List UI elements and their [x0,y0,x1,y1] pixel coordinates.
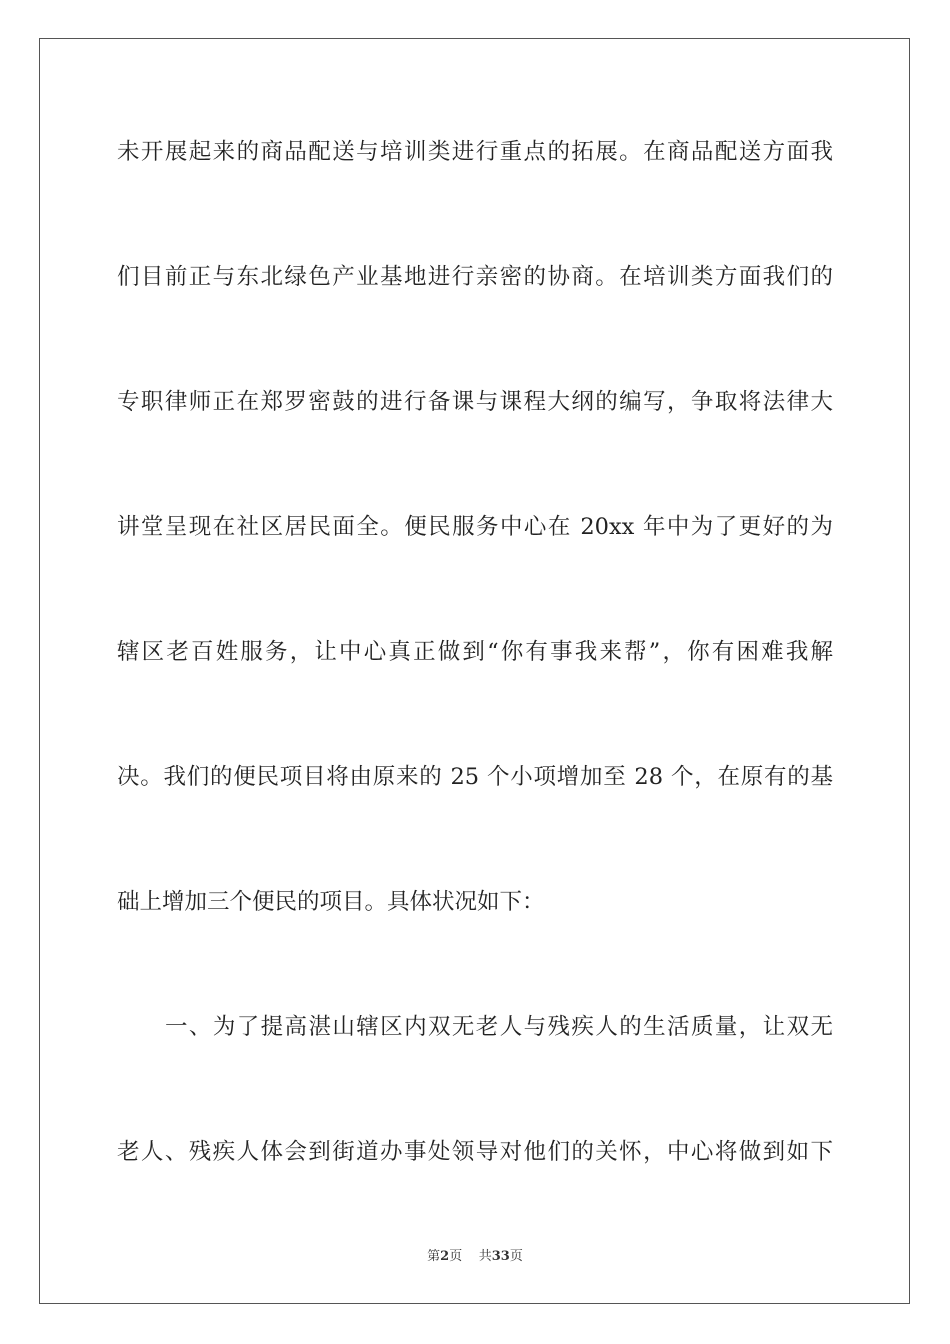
page-number: 2 [440,1249,450,1264]
total-prefix: 共 [478,1249,492,1264]
body-text-line: 未开展起来的商品配送与培训类进行重点的拓展。在商品配送方面我 [117,139,833,165]
body-text-line: 老人、残疾人体会到街道办事处领导对他们的关怀，中心将做到如下 [117,1139,833,1165]
body-text-line: 专职律师正在郑罗密鼓的进行备课与课程大纲的编写，争取将法律大 [117,389,833,415]
body-text-line: 辖区老百姓服务，让中心真正做到“你有事我来帮”，你有困难我解 [117,639,833,665]
body-text-line: 讲堂呈现在社区居民面全。便民服务中心在 20xx 年中为了更好的为 [117,514,833,540]
body-text-line: 们目前正与东北绿色产业基地进行亲密的协商。在培训类方面我们的 [117,264,833,290]
paragraph-start-line: 一、为了提高湛山辖区内双无老人与残疾人的生活质量，让双无 [165,1014,833,1040]
body-text-line: 决。我们的便民项目将由原来的 25 个小项增加至 28 个，在原有的基 [117,764,833,790]
body-text-line: 础上增加三个便民的项目。具体状况如下： [117,889,545,915]
total-pages: 33 [491,1249,510,1264]
page-border [39,38,910,1304]
page-footer [0,1248,950,1266]
page-suffix: 页 [449,1249,463,1264]
page-prefix: 第 [427,1249,441,1264]
total-suffix: 页 [509,1249,523,1264]
